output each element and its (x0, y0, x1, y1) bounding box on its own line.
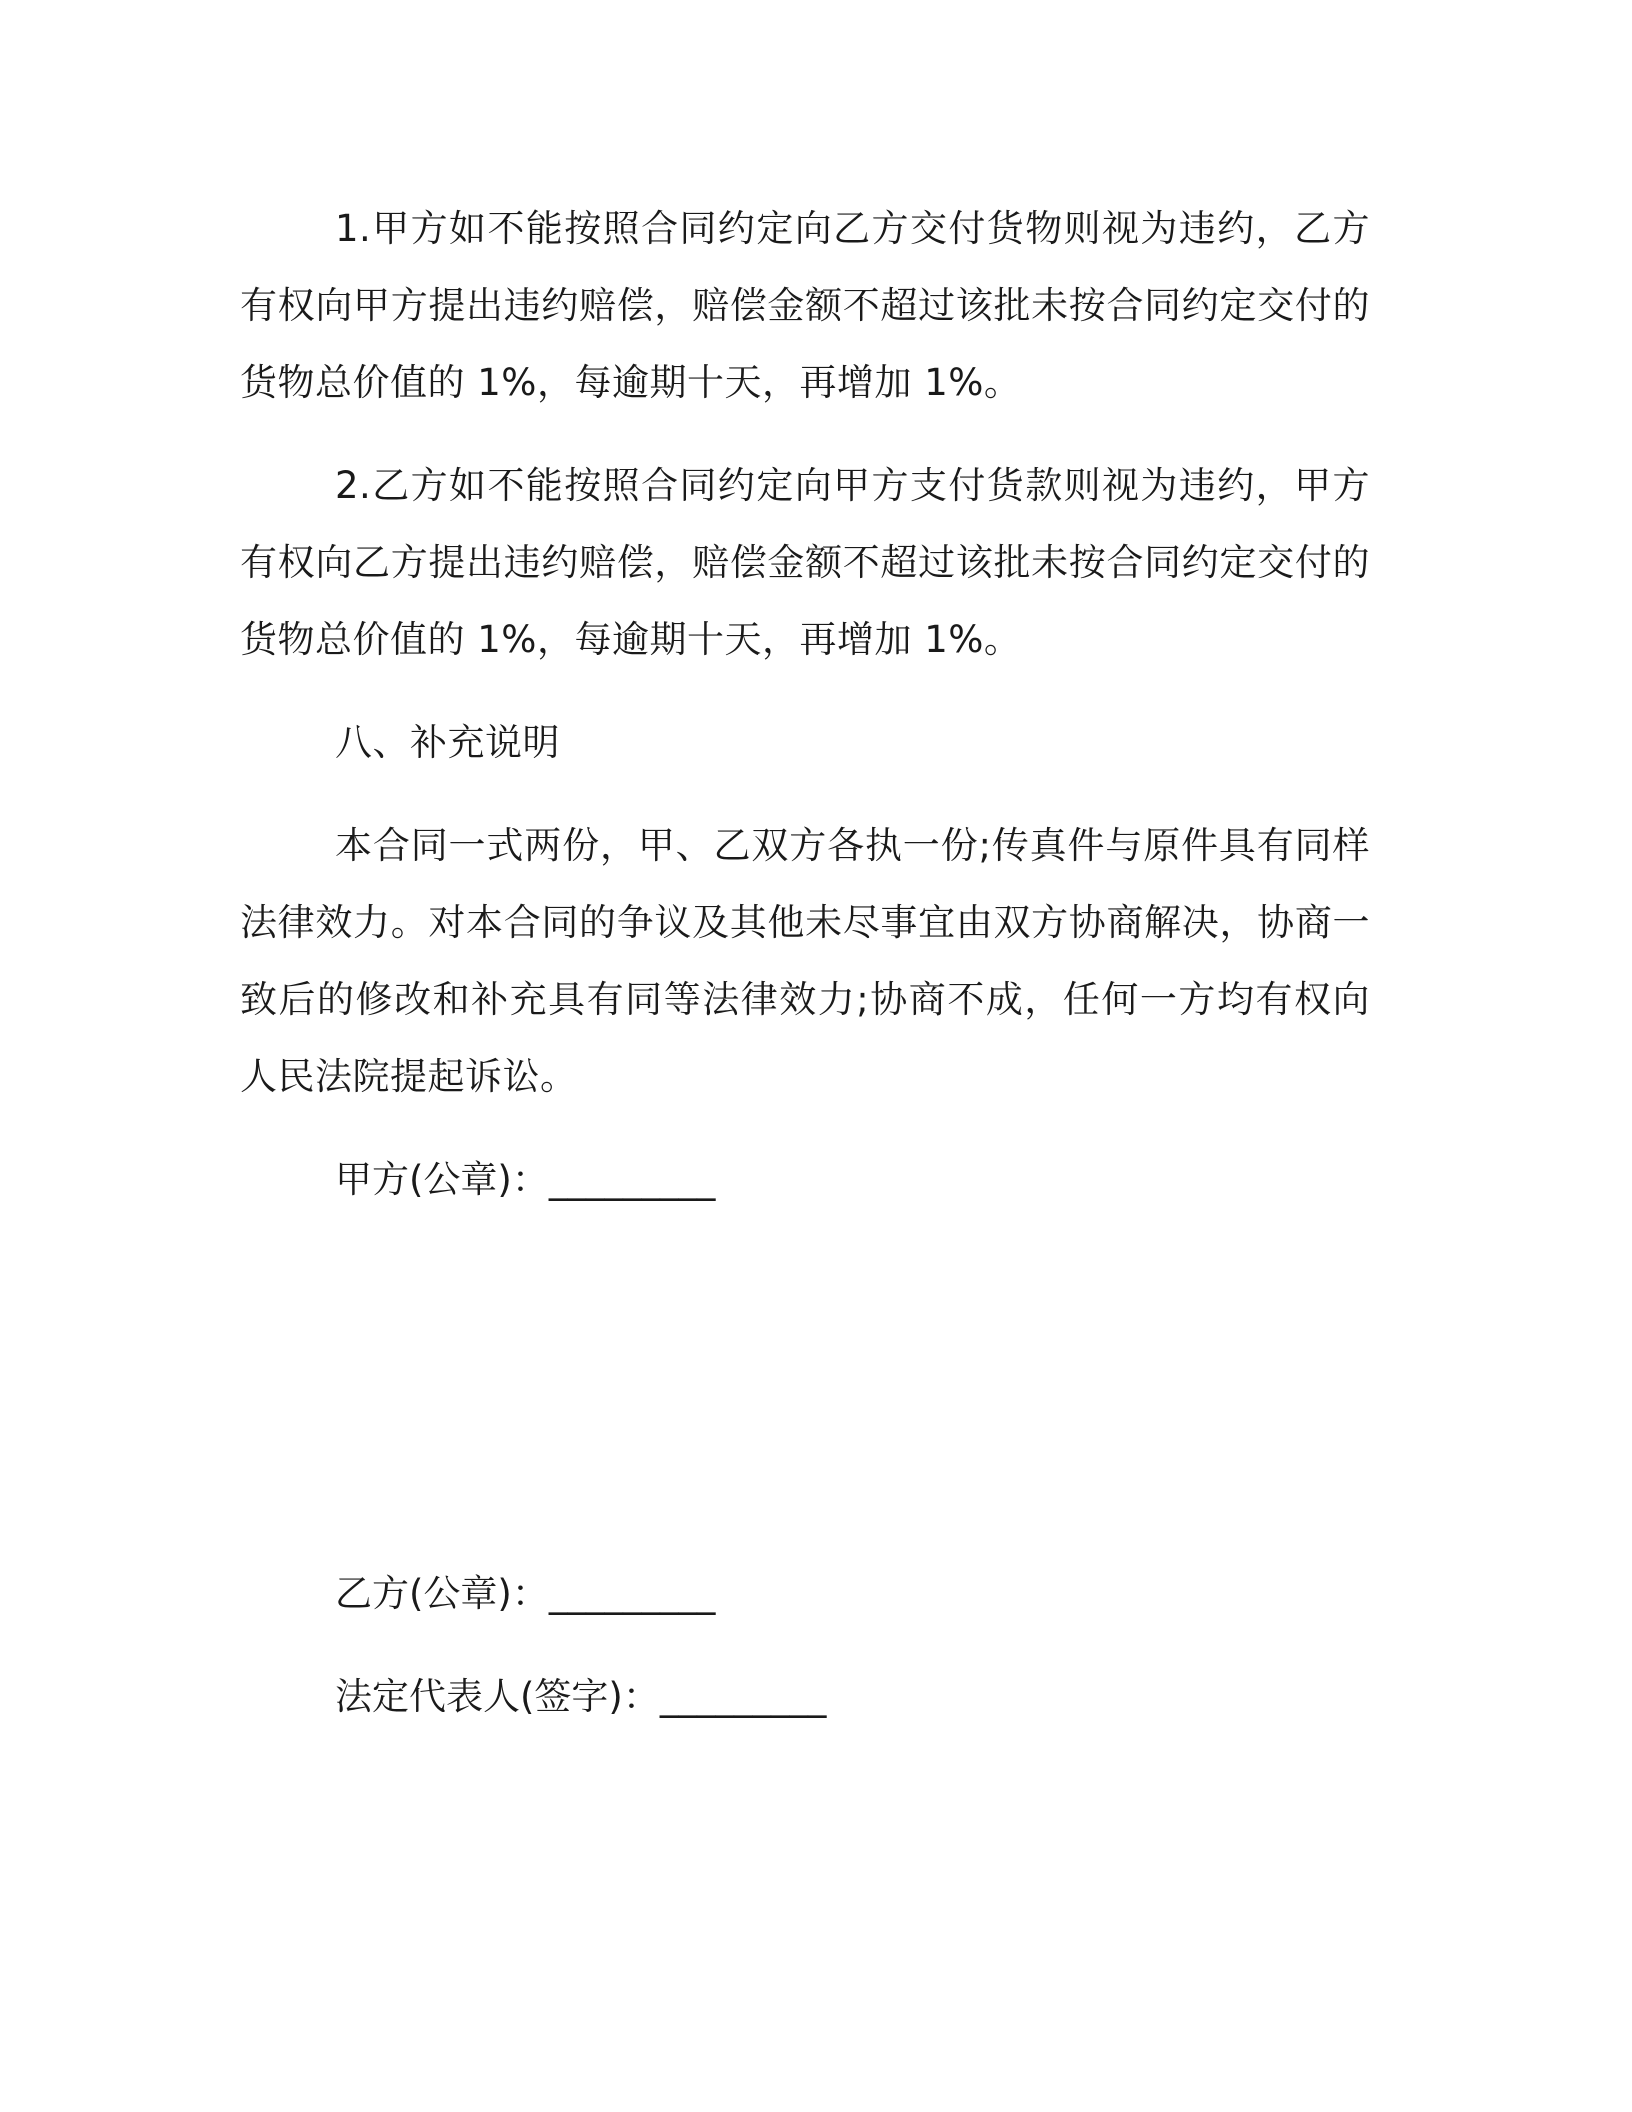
supplement-paragraph: 本合同一式两份，甲、乙双方各执一份;传真件与原件具有同样法律效力。对本合同的争议及其他未尽事宜由双方协商解决，协商一致后的修改和补充具有同等法律效力;协商不成，任何一方均有权向人民法院提起诉讼。 (240, 824, 1370, 1098)
party-a-blank: _________ (548, 1158, 716, 1201)
party-a-label: 甲方(公章)： (335, 1158, 549, 1201)
party-b-signature-line (240, 1555, 1370, 1632)
party-b-label: 乙方(公章)： (335, 1572, 549, 1615)
legal-rep-label: 法定代表人(签字)： (335, 1675, 660, 1718)
party-a-signature-line (240, 1141, 1370, 1218)
document-body (240, 190, 1370, 1735)
section-heading: 八、补充说明 (335, 721, 560, 764)
party-b-blank: _________ (548, 1572, 716, 1615)
clause-1: 1.甲方如不能按照合同约定向乙方交付货物则视为违约，乙方有权向甲方提出违约赔偿，赔偿金额不超过该批未按合同约定交付的货物总价值的 1%，每逾期十天，再增加 1%。 (240, 207, 1370, 404)
legal-rep-blank: _________ (659, 1675, 827, 1718)
clause-2: 2.乙方如不能按照合同约定向甲方支付货款则视为违约，甲方有权向乙方提出违约赔偿，赔偿金额不超过该批未按合同约定交付的货物总价值的 1%，每逾期十天，再增加 1%。 (240, 464, 1370, 661)
legal-rep-signature-line (240, 1658, 1370, 1735)
